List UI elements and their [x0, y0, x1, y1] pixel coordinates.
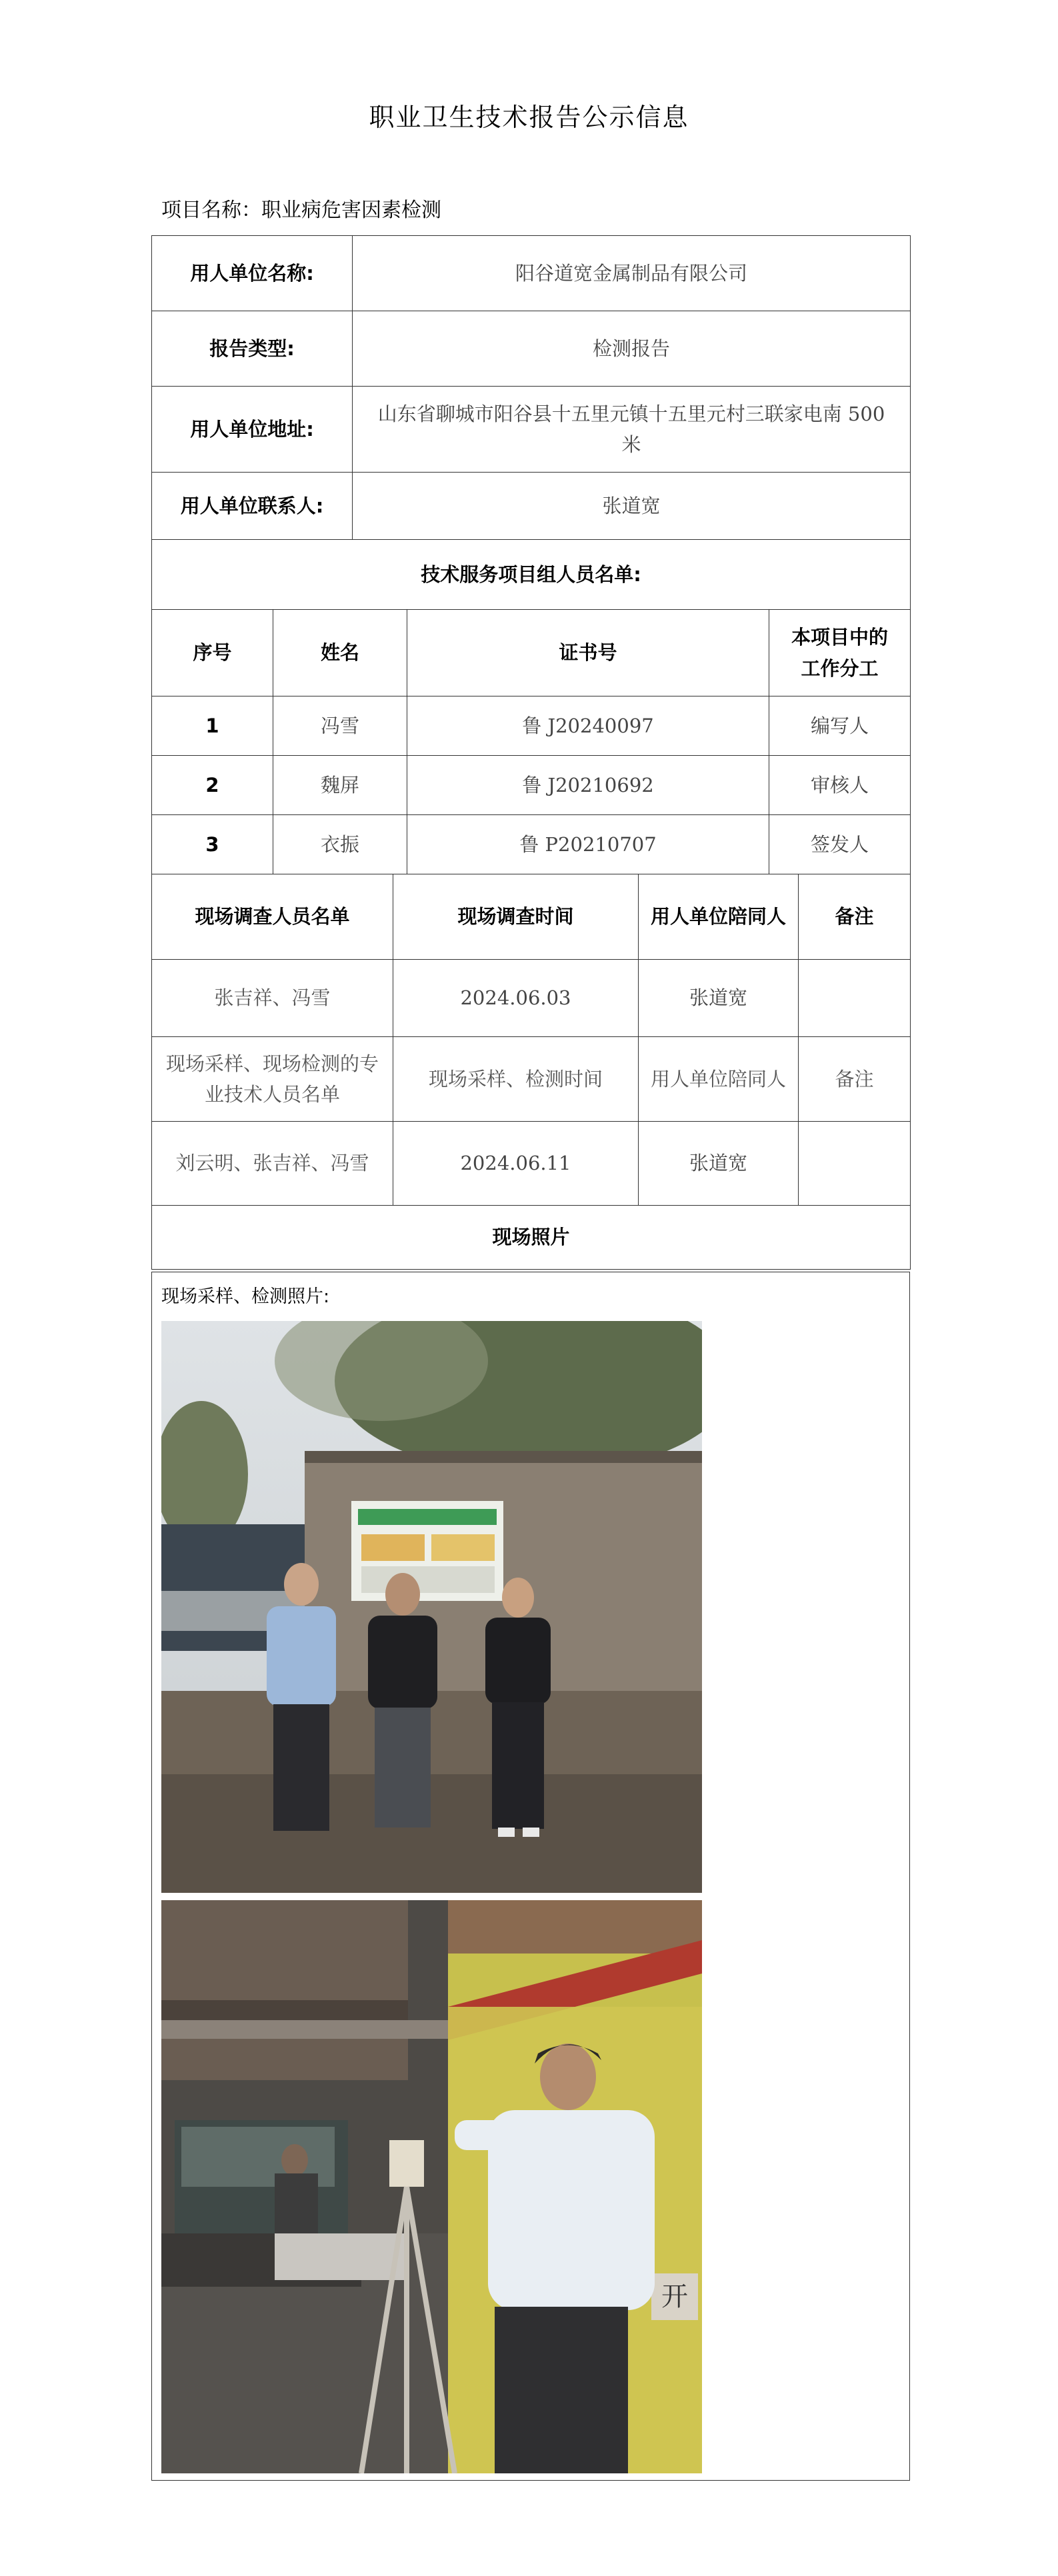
sampling-remark-label: 备注: [799, 1037, 911, 1122]
row-index: 3: [152, 815, 273, 874]
table-row: [152, 1037, 911, 1122]
info-row-contact: [152, 473, 911, 540]
row-cert: 鲁 P20210707: [407, 815, 769, 874]
project-name: 项目名称：职业病危害因素检测: [161, 199, 441, 222]
row-index: 1: [152, 696, 273, 756]
sign-text: 开: [661, 2281, 688, 2312]
sampling-time: 2024.06.11: [393, 1122, 639, 1206]
table-row: [152, 960, 911, 1037]
survey-escort: 张道宽: [639, 960, 799, 1037]
value-unit-address: 山东省聊城市阳谷县十五里元镇十五里元村三联家电南 500 米: [353, 387, 911, 473]
info-row-type: [152, 311, 911, 387]
col-header-name: 姓名: [273, 610, 407, 696]
survey-header-row: [152, 874, 911, 960]
survey-staff: 张吉祥、冯雪: [152, 960, 393, 1037]
sampling-staff-label: 现场采样、现场检测的专业技术人员名单: [152, 1037, 393, 1122]
photo-caption: 现场采样、检测照片:: [161, 1286, 330, 1307]
row-cert: 鲁 J20210692: [407, 756, 769, 815]
site-photo-sampling: [161, 1900, 702, 2473]
col-header-survey-staff: 现场调查人员名单: [152, 874, 393, 960]
team-heading: 技术服务项目组人员名单:: [152, 540, 911, 610]
col-header-escort: 用人单位陪同人: [639, 874, 799, 960]
photo-section: [151, 1272, 910, 2481]
row-name: 魏屏: [273, 756, 407, 815]
label-contact: 用人单位联系人:: [152, 473, 353, 540]
value-report-type: 检测报告: [353, 311, 911, 387]
info-row-name: [152, 236, 911, 311]
team-table: [151, 539, 911, 874]
team-header-row: [152, 610, 911, 696]
col-header-index: 序号: [152, 610, 273, 696]
sampling-escort-label: 用人单位陪同人: [639, 1037, 799, 1122]
col-header-cert: 证书号: [407, 610, 769, 696]
sampling-remark: [799, 1122, 911, 1206]
survey-table: [151, 874, 911, 1270]
photos-heading: 现场照片: [152, 1206, 911, 1270]
table-row: [152, 756, 911, 815]
table-row: [152, 696, 911, 756]
unit-info-table: [151, 235, 911, 540]
col-header-role: 本项目中的工作分工: [769, 610, 911, 696]
sampling-time-label: 现场采样、检测时间: [393, 1037, 639, 1122]
row-cert: 鲁 J20240097: [407, 696, 769, 756]
table-row: [152, 1122, 911, 1206]
row-index: 2: [152, 756, 273, 815]
value-contact: 张道宽: [353, 473, 911, 540]
survey-time: 2024.06.03: [393, 960, 639, 1037]
row-name: 冯雪: [273, 696, 407, 756]
col-header-remark: 备注: [799, 874, 911, 960]
row-role: 审核人: [769, 756, 911, 815]
row-role: 签发人: [769, 815, 911, 874]
row-role: 编写人: [769, 696, 911, 756]
info-row-address: [152, 387, 911, 473]
label-unit-name: 用人单位名称:: [152, 236, 353, 311]
value-unit-name: 阳谷道宽金属制品有限公司: [353, 236, 911, 311]
table-row: [152, 815, 911, 874]
label-unit-address: 用人单位地址:: [152, 387, 353, 473]
row-name: 衣振: [273, 815, 407, 874]
sampling-staff: 刘云明、张吉祥、冯雪: [152, 1122, 393, 1206]
label-report-type: 报告类型:: [152, 311, 353, 387]
site-photo-group: [161, 1321, 702, 1893]
sampling-escort: 张道宽: [639, 1122, 799, 1206]
survey-remark: [799, 960, 911, 1037]
page-title: 职业卫生技术报告公示信息: [369, 103, 689, 132]
col-header-survey-time: 现场调查时间: [393, 874, 639, 960]
